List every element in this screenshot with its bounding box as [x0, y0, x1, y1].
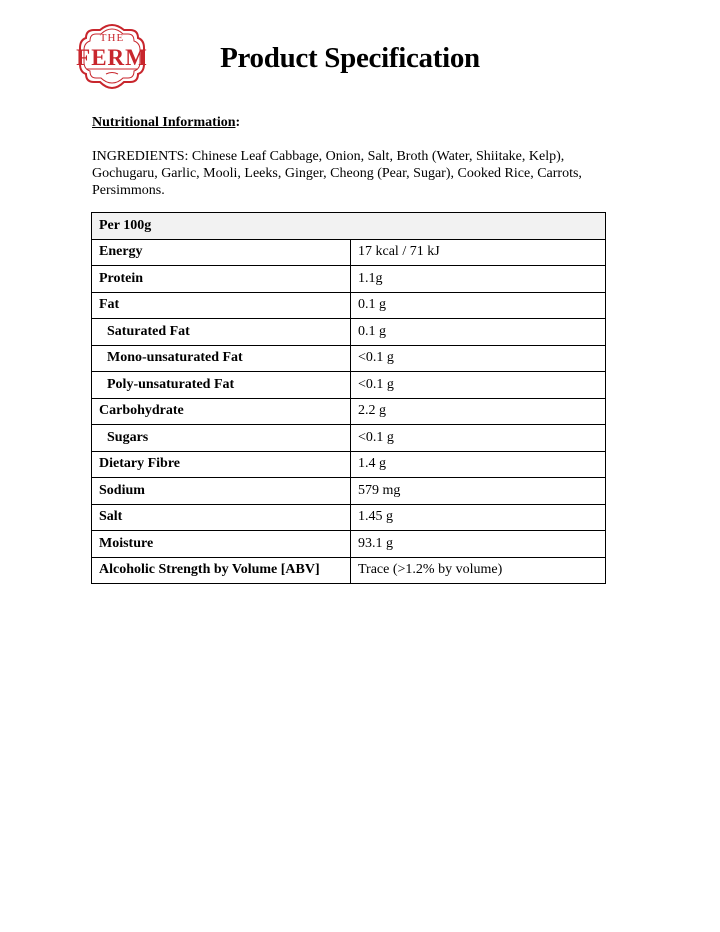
table-row: [92, 531, 606, 558]
table-row: [92, 504, 606, 531]
row-label-carbohydrate: Carbohydrate: [92, 398, 351, 425]
row-label-abv: Alcoholic Strength by Volume [ABV]: [92, 557, 351, 584]
row-label-energy: Energy: [92, 239, 351, 266]
page-title: [0, 42, 700, 75]
row-value-energy: 17 kcal / 71 kJ: [351, 239, 606, 266]
row-value-dietary-fibre: 1.4 g: [351, 451, 606, 478]
row-label-salt: Salt: [92, 504, 351, 531]
logo-ferm-text: FERM: [76, 45, 148, 70]
table-row: [92, 292, 606, 319]
row-value-moisture: 93.1 g: [351, 531, 606, 558]
table-row: [92, 372, 606, 399]
table-row: [92, 345, 606, 372]
row-value-saturated-fat: 0.1 g: [351, 319, 606, 346]
page-title-text: Product Specification: [220, 42, 480, 74]
nutrition-heading-label: Nutritional Information: [92, 115, 236, 130]
table-header-row: [92, 213, 606, 240]
ingredients-text: INGREDIENTS: Chinese Leaf Cabbage, Onion, Salt, Broth (Water, Shiitake, Kelp), Gochugaru, Garlic, Mooli, Leeks, Ginger, Cheong (Pear, Sugar), Cooked Rice, Carrots, Persimmons.: [92, 149, 582, 198]
table-row: [92, 478, 606, 505]
row-value-carbohydrate: 2.2 g: [351, 398, 606, 425]
table-row: [92, 266, 606, 293]
row-label-sugars: Sugars: [92, 425, 351, 452]
row-label-mono-unsaturated-fat: Mono-unsaturated Fat: [92, 345, 351, 372]
row-value-protein: 1.1g: [351, 266, 606, 293]
row-label-saturated-fat: Saturated Fat: [92, 319, 351, 346]
nutrition-table: [91, 212, 606, 584]
nutrition-heading: [92, 115, 240, 131]
logo-the-text: THE: [99, 32, 125, 44]
row-label-moisture: Moisture: [92, 531, 351, 558]
row-value-abv: Trace (>1.2% by volume): [351, 557, 606, 584]
row-value-sugars: <0.1 g: [351, 425, 606, 452]
row-label-protein: Protein: [92, 266, 351, 293]
table-row: [92, 398, 606, 425]
row-value-sodium: 579 mg: [351, 478, 606, 505]
row-label-fat: Fat: [92, 292, 351, 319]
nutrition-heading-colon: :: [235, 115, 241, 130]
table-row: [92, 425, 606, 452]
row-label-dietary-fibre: Dietary Fibre: [92, 451, 351, 478]
row-label-poly-unsaturated-fat: Poly-unsaturated Fat: [92, 372, 351, 399]
row-value-mono-unsaturated-fat: <0.1 g: [351, 345, 606, 372]
row-label-sodium: Sodium: [92, 478, 351, 505]
table-header-per-100g: Per 100g: [92, 213, 606, 240]
row-value-salt: 1.45 g: [351, 504, 606, 531]
table-row: [92, 451, 606, 478]
table-row: [92, 557, 606, 584]
row-value-poly-unsaturated-fat: <0.1 g: [351, 372, 606, 399]
row-value-fat: 0.1 g: [351, 292, 606, 319]
table-row: [92, 239, 606, 266]
table-row: [92, 319, 606, 346]
